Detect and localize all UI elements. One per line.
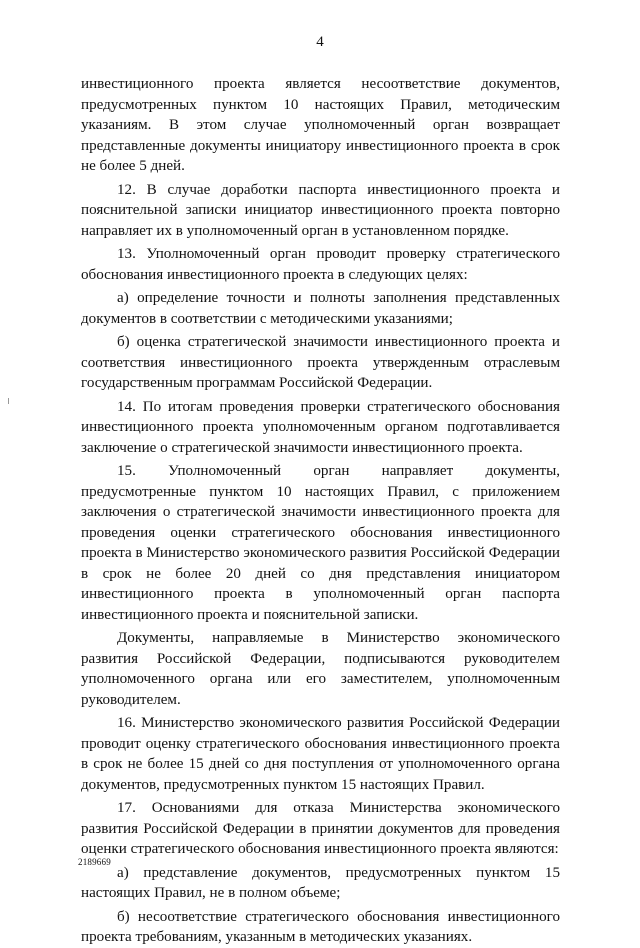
document-body <box>81 74 560 948</box>
paragraph-17-a: а) представление документов, предусмотренных пунктом 15 настоящих Правил, не в полном объеме; <box>81 864 560 901</box>
document-code: 2189669 <box>78 857 111 867</box>
paragraph-15: 15. Уполномоченный орган направляет документы, предусмотренные пунктом 10 настоящих Правил, с приложением заключения о стратегической значимости инвестиционного проекта для проведения оценки стратегического обоснования инвестиционного проекта в Министерство экономического развития Российской Федерации в срок не более 20 дней со дня представления инициатором инвестиционного проекта в уполномоченный орган паспорта инвестиционного проекта и пояснительной записки. <box>81 463 560 623</box>
paragraph-13-a: а) определение точности и полноты заполнения представленных документов в соответствии с методическими указаниями; <box>81 290 560 327</box>
paragraph-continuation: инвестиционного проекта является несоответствие документов, предусмотренных пунктом 10 настоящих Правил, методическим указаниям. В этом случае уполномоченный орган возвращает представленные документы инициатору инвестиционного проекта в срок не более 5 дней. <box>81 76 560 174</box>
paragraph-14: 14. По итогам проведения проверки стратегического обоснования инвестиционного проекта уполномоченным органом подготавливается заключение о стратегической значимости инвестиционного проекта. <box>81 398 560 456</box>
paragraph-13-b: б) оценка стратегической значимости инвестиционного проекта и соответствия инвестиционного проекта утвержденным отраслевым государственным программам Российской Федерации. <box>81 334 560 391</box>
paragraph-13: 13. Уполномоченный орган проводит проверку стратегического обоснования инвестиционного проекта в следующих целях: <box>81 246 560 283</box>
paragraph-17-b: б) несоответствие стратегического обоснования инвестиционного проекта требованиям, указанным в методических указаниях. <box>81 908 560 945</box>
page-number: 4 <box>316 34 324 50</box>
paragraph-15-documents: Документы, направляемые в Министерство экономического развития Российской Федерации, подписываются руководителем уполномоченного органа или его заместителем, уполномоченным руководителем. <box>81 630 560 708</box>
paragraph-12: 12. В случае доработки паспорта инвестиционного проекта и пояснительной записки инициатор инвестиционного проекта повторно направляет их в уполномоченный орган в установленном порядке. <box>81 181 560 239</box>
paragraph-17: 17. Основаниями для отказа Министерства экономического развития Российской Федерации в принятии документов для проведения оценки стратегического обоснования инвестиционного проекта являются: <box>81 800 560 857</box>
paragraph-16: 16. Министерство экономического развития Российской Федерации проводит оценку стратегического обоснования инвестиционного проекта в срок не более 15 дней со дня поступления от уполномоченного органа документов, предусмотренных пунктом 15 настоящих Правил. <box>81 715 560 793</box>
scan-margin-mark <box>8 398 9 404</box>
